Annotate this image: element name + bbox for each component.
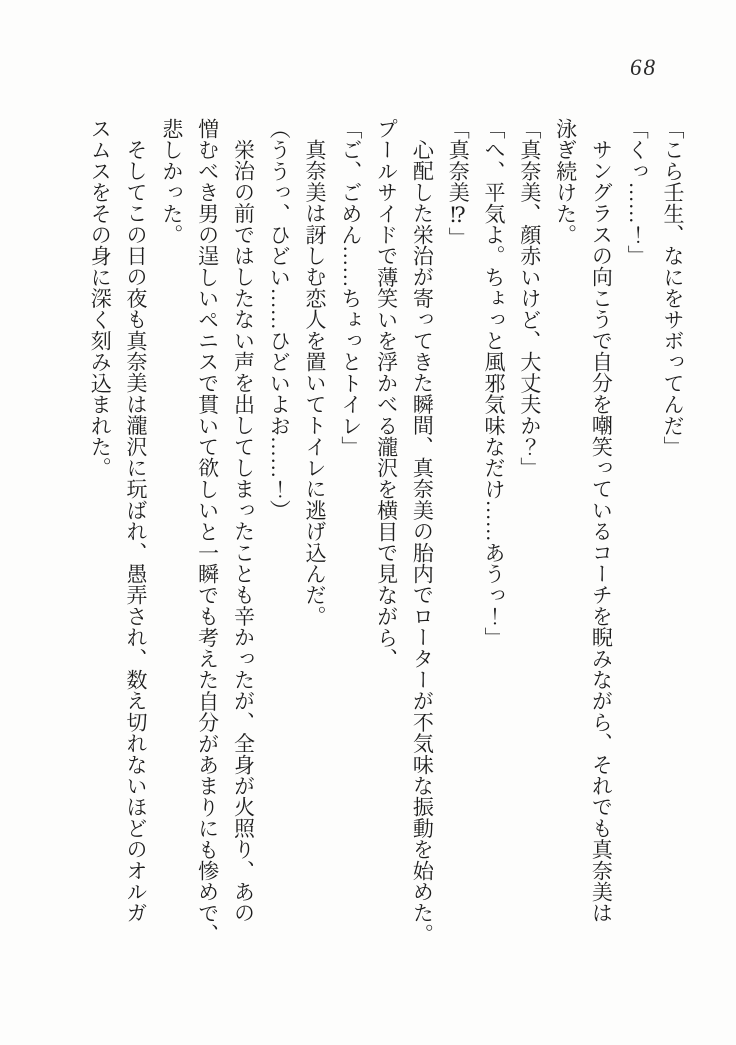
text-line: 心配した栄治が寄ってきた瞬間、真奈美の胎内でローターが不気味な振動を始めた。 — [410, 139, 435, 945]
text-line: サングラスの向こうで自分を嘲笑っているコーチを睨みながら、それでも真奈美は — [589, 139, 614, 924]
text-line: 「こら壬生、なにをサボってんだ」 — [661, 118, 685, 458]
page-number: 68 — [630, 55, 657, 80]
text-line: 「くっ……！」 — [625, 118, 650, 267]
text-line: 「ご、ごめん……ちょっとトイレ」 — [338, 118, 363, 458]
text-line: 「真奈美、顔赤いけど、大丈夫か？」 — [517, 118, 542, 479]
text-line: 「真奈美⁉」 — [446, 118, 471, 249]
text-line: プールサイドで薄笑いを浮かべる瀧沢を横目で見ながら、 — [374, 118, 399, 670]
text-line: （ううっ、ひどい……ひどいよお……！） — [267, 118, 292, 521]
text-line: 「へ、平気よ。ちょっと風邪気味なだけ……あうっ！」 — [482, 118, 507, 648]
text-line: 泳ぎ続けた。 — [553, 118, 578, 246]
text-line: スムスをその身に深く刻み込まれた。 — [88, 118, 113, 479]
text-line: 真奈美は訝しむ恋人を置いてトイレに逃げ込んだ。 — [303, 139, 328, 627]
text-line: 憎むべき男の逞しいペニスで貫いて欲しいと一瞬でも考えた自分があまりにも惨めで、 — [195, 118, 220, 945]
text-line: 悲しかった。 — [159, 118, 184, 246]
text-line: 栄治の前ではしたない声を出してしまったことも辛かったが、全身が火照り、あの — [231, 139, 256, 924]
text-block — [81, 118, 690, 945]
text-line: そしてこの日の夜も真奈美は瀧沢に玩ばれ、愚弄され、数え切れないほどのオルガ — [124, 139, 149, 924]
